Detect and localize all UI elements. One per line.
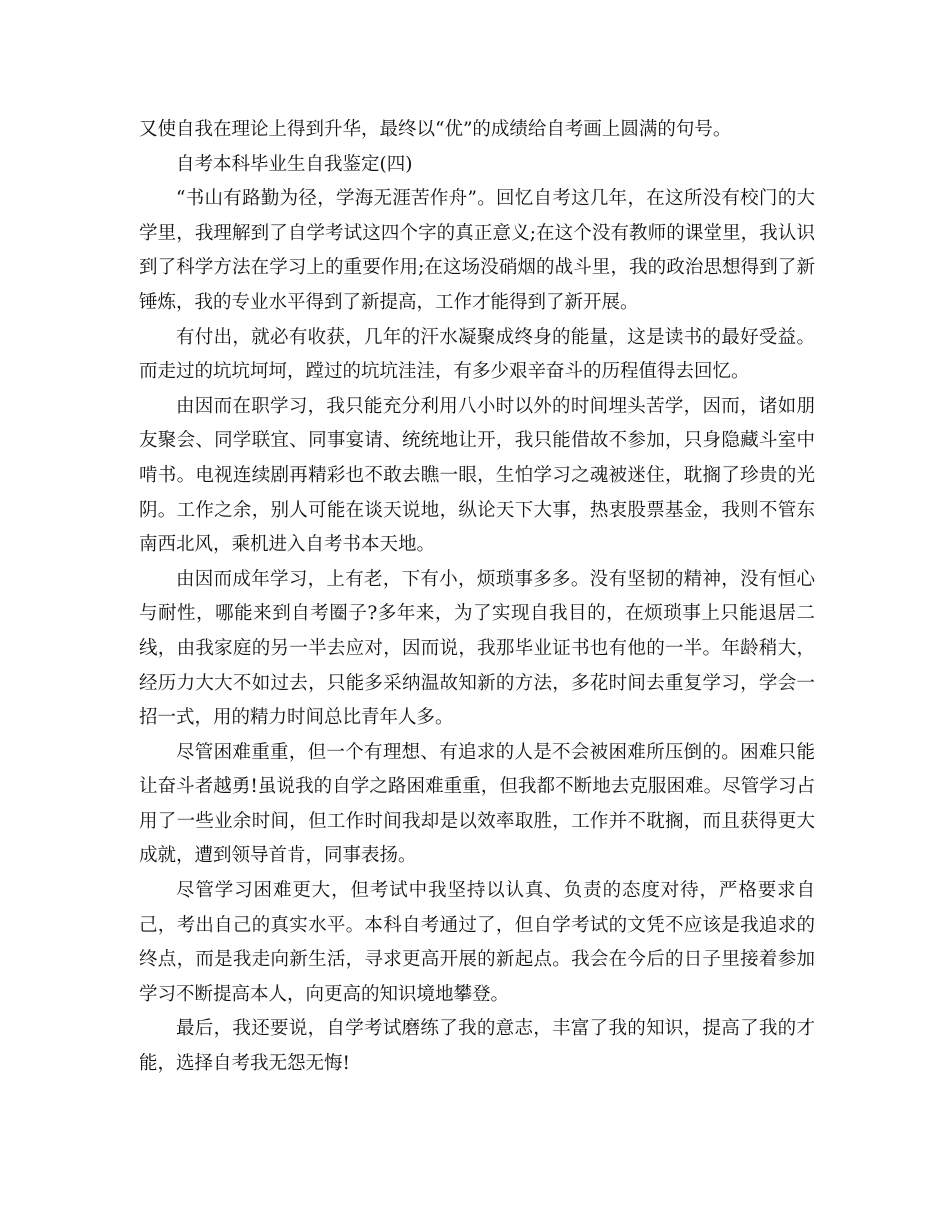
section-heading: 自考本科毕业生自我鉴定(四) <box>176 153 413 175</box>
paragraph-difficulties: 尽管困难重重，但一个有理想、有追求的人是不会被困难所压倒的。困难只能让奋斗者越勇!虽说我的自学之路困难重重，但我都不断地去克服困难。尽管学习占用了一些业余时间，但工作时间我却是以效率取胜，工作并不耽搁，而且获得更大成就，遭到领导首肯，同事表扬。 <box>139 741 815 867</box>
document-page <box>139 113 815 1082</box>
paragraph-on-job-study: 由因而在职学习，我只能充分利用八小时以外的时间埋头苦学，因而，诸如朋友聚会、同学联宜、同事宴请、统统地让开，我只能借故不参加，只身隐藏斗室中啃书。电视连续剧再精彩也不敢去瞧一眼，生怕学习之魂被迷住，耽搁了珍贵的光阴。工作之余，别人可能在谈天说地，纵论天下大事，热衷股票基金，我则不管东南西北风，乘机进入自考书本天地。 <box>139 395 815 556</box>
paragraph-exams: 尽管学习困难更大，但考试中我坚持以认真、负责的态度对待，严格要求自己，考出自己的真实水平。本科自考通过了，但自学考试的文凭不应该是我追求的终点，而是我走向新生活，寻求更高开展的新起点。我会在今后的日子里接着参加学习不断提高本人，向更高的知识境地攀登。 <box>139 880 815 1005</box>
paragraph-harvest: 有付出，就必有收获，几年的汗水凝聚成终身的能量，这是读书的最好受益。而走过的坑坑坷坷，蹚过的坑坑洼洼，有多少艰辛奋斗的历程值得去回忆。 <box>139 326 815 383</box>
paragraph-opening-quote: “书山有路勤为径，学海无涯苦作舟”。回忆自考这几年，在这所没有校门的大学里，我理解到了自学考试这四个字的真正意义;在这个没有教师的课堂里，我认识到了科学方法在学习上的重要作用;在这场没硝烟的战斗里，我的政治思想得到了新锤炼，我的专业水平得到了新提高，工作才能得到了新开展。 <box>139 188 815 313</box>
paragraph-conclusion: 最后，我还要说，自学考试磨练了我的意志，丰富了我的知识，提高了我的才能，选择自考我无怨无悔! <box>139 1018 815 1075</box>
paragraph-adult-study: 由因而成年学习，上有老，下有小，烦琐事多多。没有坚韧的精神，没有恒心与耐性，哪能来到自考圈子?多年来，为了实现自我目的，在烦琐事上只能退居二线，由我家庭的另一半去应对，因而说，我那毕业证书也有他的一半。年龄稍大，经历力大大不如过去，只能多采纳温故知新的方法，多花时间去重复学习，学会一招一式，用的精力时间总比青年人多。 <box>139 568 815 729</box>
paragraph-continuation: 又使自我在理论上得到升华，最终以“优”的成绩给自考画上圆满的句号。 <box>139 119 732 140</box>
